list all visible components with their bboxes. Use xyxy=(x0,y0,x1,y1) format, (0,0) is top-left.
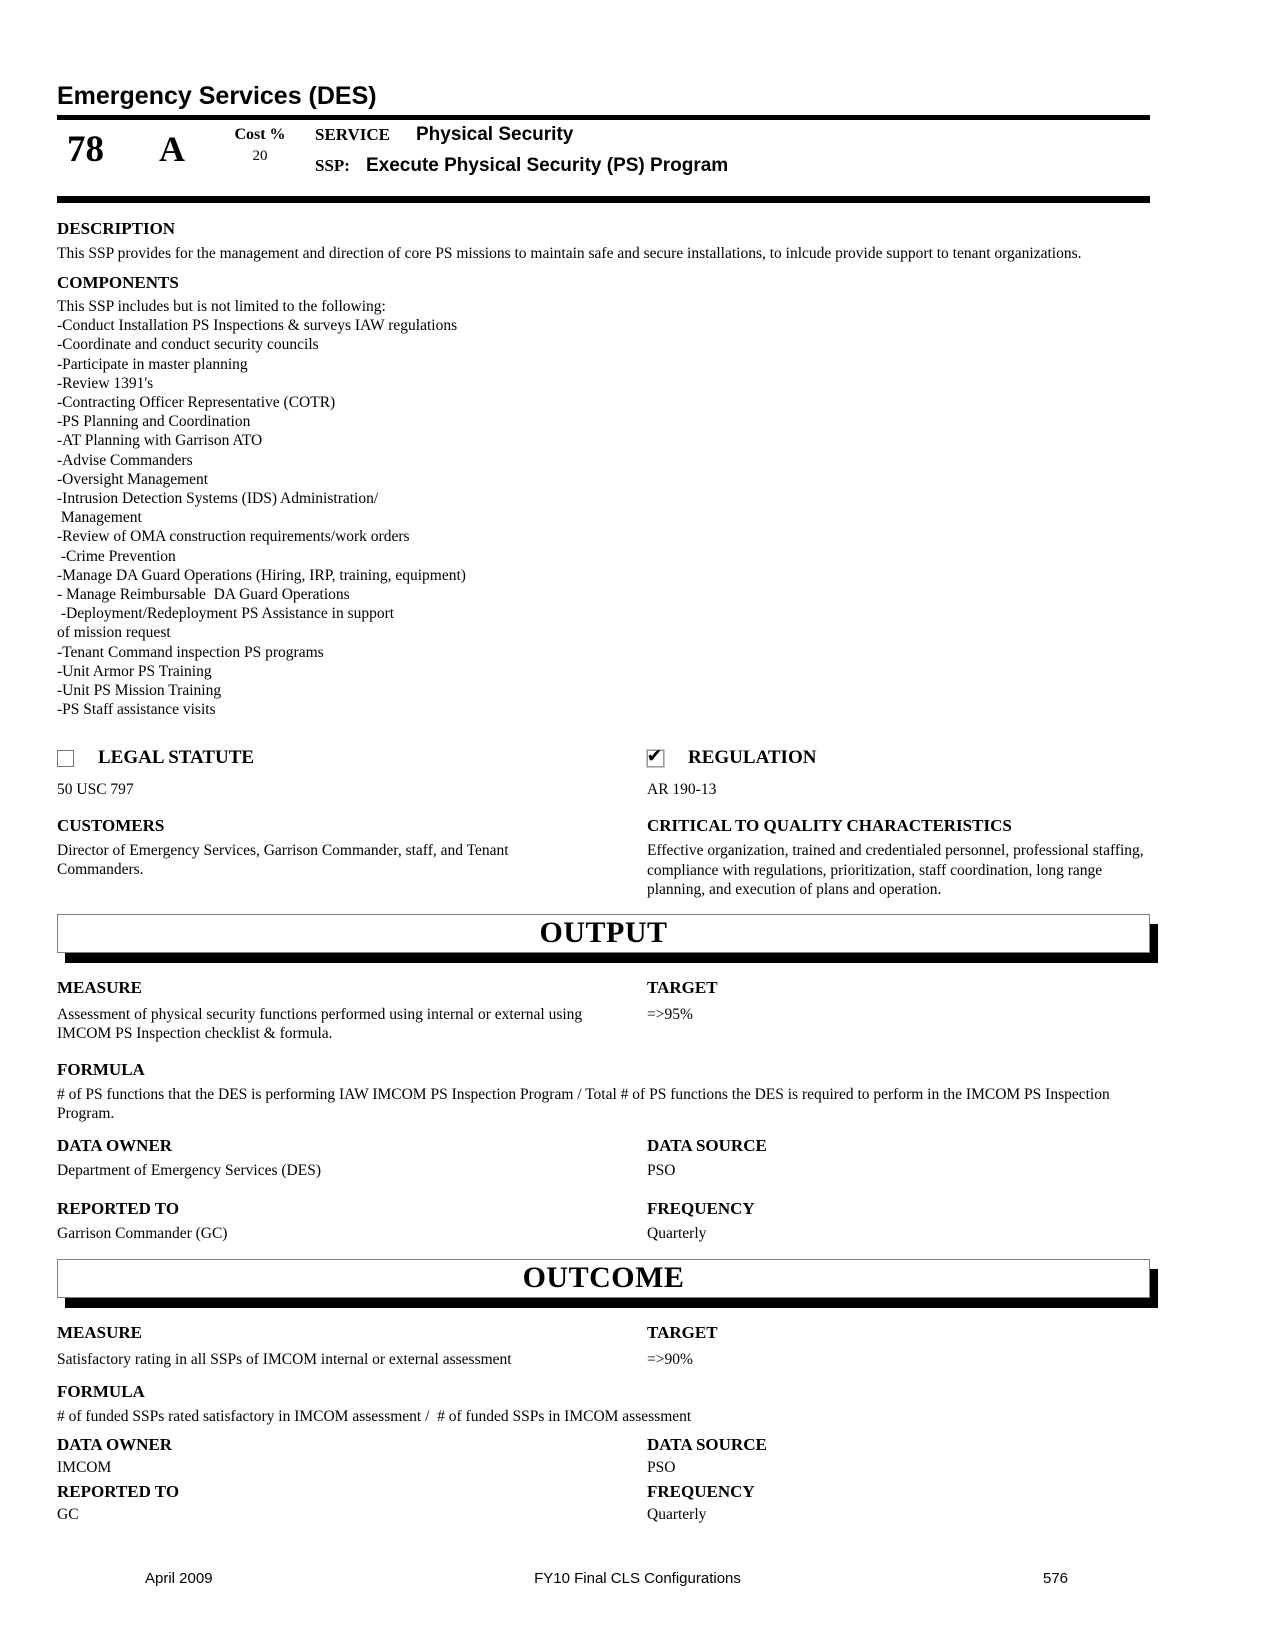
description-heading: DESCRIPTION xyxy=(57,219,176,238)
outcome-owner-source-row xyxy=(57,1434,1150,1477)
output-banner-title: OUTPUT xyxy=(539,916,668,950)
list-item: -Coordinate and conduct security councils xyxy=(57,336,319,354)
page-footer xyxy=(0,1570,1275,1594)
list-item: This SSP includes but is not limited to the following: xyxy=(57,298,386,315)
list-item: -Review of OMA construction requirements/work orders xyxy=(57,528,410,546)
outcome-formula-text: # of funded SSPs rated satisfactory in IMCOM assessment / # of funded SSPs in IMCOM assessment xyxy=(57,1407,692,1425)
output-frequency-value: Quarterly xyxy=(647,1224,707,1242)
customers-heading: CUSTOMERS xyxy=(57,816,165,836)
ctq-heading: CRITICAL TO QUALITY CHARACTERISTICS xyxy=(647,816,1012,836)
regulation-checkbox-checked-icon xyxy=(646,744,664,767)
output-banner xyxy=(57,914,1150,953)
outcome-data-owner-value: IMCOM xyxy=(57,1458,112,1476)
output-formula-text: # of PS functions that the DES is performing IAW IMCOM PS Inspection Program / Total # of PS functions the DES is required to perform in the IMCOM PS Inspection Program. xyxy=(57,1085,1114,1122)
output-measure-heading: MEASURE xyxy=(57,977,143,997)
statute-regulation-row xyxy=(57,744,1150,769)
outcome-frequency-heading: FREQUENCY xyxy=(647,1481,755,1501)
footer-page-number: 576 xyxy=(1043,1570,1069,1587)
list-item: -PS Planning and Coordination xyxy=(57,413,251,431)
list-item: -Crime Prevention xyxy=(57,547,176,565)
list-item: -Advise Commanders xyxy=(57,451,193,469)
service-label: SERVICE xyxy=(315,125,390,144)
cost-percent-block xyxy=(215,126,305,165)
outcome-data-source-value: PSO xyxy=(647,1458,676,1476)
ssp-letter: A xyxy=(159,129,185,169)
outcome-banner-title: OUTCOME xyxy=(522,1261,685,1295)
output-measure-target-row xyxy=(57,977,1150,1043)
ssp-value: Execute Physical Security (PS) Program xyxy=(365,155,729,176)
service-line xyxy=(315,124,728,146)
list-item: -Conduct Installation PS Inspections & surveys IAW regulations xyxy=(57,317,458,335)
outcome-reported-to-value: GC xyxy=(57,1505,79,1523)
ssp-number: 78 xyxy=(67,129,104,170)
outcome-reported-to-heading: REPORTED TO xyxy=(57,1481,180,1501)
regulation-cell xyxy=(646,744,817,769)
output-target-heading: TARGET xyxy=(647,977,718,997)
list-item: -Deployment/Redeployment PS Assistance in support xyxy=(57,605,395,623)
output-data-owner-value: Department of Emergency Services (DES) xyxy=(57,1161,321,1179)
list-item: -Tenant Command inspection PS programs xyxy=(57,643,324,661)
cost-percent-label: Cost % xyxy=(234,126,286,143)
list-item: -PS Staff assistance visits xyxy=(57,701,216,719)
outcome-banner xyxy=(57,1259,1150,1298)
ssp-label: SSP: xyxy=(315,156,350,175)
footer-date: April 2009 xyxy=(145,1570,213,1587)
legal-statute-heading: LEGAL STATUTE xyxy=(98,747,255,769)
outcome-data-source-heading: DATA SOURCE xyxy=(647,1434,767,1454)
legal-statute-checkbox-unchecked-icon xyxy=(57,750,74,767)
list-item: -Manage DA Guard Operations (Hiring, IRP, training, equipment) xyxy=(57,566,466,584)
statute-regulation-values xyxy=(57,780,1150,799)
ssp-header xyxy=(57,120,1150,196)
output-owner-source-row xyxy=(57,1135,1150,1180)
list-item: -Participate in master planning xyxy=(57,355,248,373)
outcome-target-heading: TARGET xyxy=(647,1322,718,1342)
legal-statute-value: 50 USC 797 xyxy=(57,781,134,799)
description-text: This SSP provides for the management and direction of core PS missions to maintain safe and secure installations, to inlcude provide support to tenant organizations. xyxy=(57,245,1082,262)
outcome-measure-text: Satisfactory rating in all SSPs of IMCOM internal or external assessment xyxy=(57,1350,512,1368)
outcome-target-value: =>90% xyxy=(647,1350,693,1368)
output-reported-to-heading: REPORTED TO xyxy=(57,1198,180,1218)
output-reported-to-value: Garrison Commander (GC) xyxy=(57,1224,228,1242)
checkmark-icon: ✔ xyxy=(646,744,663,767)
list-item: -AT Planning with Garrison ATO xyxy=(57,432,263,450)
components-heading: COMPONENTS xyxy=(57,273,179,292)
header-rule xyxy=(57,196,1150,203)
output-data-source-value: PSO xyxy=(647,1161,676,1179)
cost-percent-value: 20 xyxy=(252,148,268,164)
list-item: -Intrusion Detection Systems (IDS) Administration/ xyxy=(57,490,379,508)
legal-statute-cell xyxy=(57,747,647,769)
list-item: -Review 1391's xyxy=(57,374,154,392)
components-list xyxy=(57,297,1150,719)
output-target-value: =>95% xyxy=(647,1005,693,1023)
list-item: -Oversight Management xyxy=(57,470,209,488)
footer-document-title: FY10 Final CLS Configurations xyxy=(534,1570,741,1587)
outcome-data-owner-heading: DATA OWNER xyxy=(57,1434,173,1454)
list-item: of mission request xyxy=(57,624,171,642)
customers-text: Director of Emergency Services, Garrison Commander, staff, and Tenant Commanders. xyxy=(57,842,509,879)
ssp-line xyxy=(315,155,728,177)
service-value: Physical Security xyxy=(415,124,574,145)
output-reported-frequency-row xyxy=(57,1198,1150,1243)
ctq-text: Effective organization, trained and credentialed personnel, professional staffing, compliance with regulations, prioritization, staff coordination, long range planning, and execution of plans and operation. xyxy=(647,842,1144,899)
list-item: Management xyxy=(57,509,142,527)
list-item: -Contracting Officer Representative (COTR) xyxy=(57,394,336,412)
output-data-owner-heading: DATA OWNER xyxy=(57,1135,173,1155)
outcome-frequency-value: Quarterly xyxy=(647,1505,707,1523)
page-title: Emergency Services (DES) xyxy=(57,82,377,110)
outcome-measure-target-row xyxy=(57,1322,1150,1369)
outcome-formula-heading: FORMULA xyxy=(57,1381,145,1401)
service-block xyxy=(315,124,728,177)
customers-ctq-row xyxy=(57,815,1150,900)
outcome-measure-heading: MEASURE xyxy=(57,1322,143,1342)
list-item: - Manage Reimbursable DA Guard Operations xyxy=(57,586,350,604)
outcome-reported-frequency-row xyxy=(57,1481,1150,1524)
output-frequency-heading: FREQUENCY xyxy=(647,1198,755,1218)
regulation-value: AR 190-13 xyxy=(647,781,717,799)
output-measure-text: Assessment of physical security functions performed using internal or external using IMCOM PS Inspection checklist & formula. xyxy=(57,1005,583,1042)
output-formula-heading: FORMULA xyxy=(57,1059,145,1079)
list-item: -Unit PS Mission Training xyxy=(57,682,222,700)
output-data-source-heading: DATA SOURCE xyxy=(647,1135,767,1155)
regulation-heading: REGULATION xyxy=(688,747,817,769)
list-item: -Unit Armor PS Training xyxy=(57,662,212,680)
